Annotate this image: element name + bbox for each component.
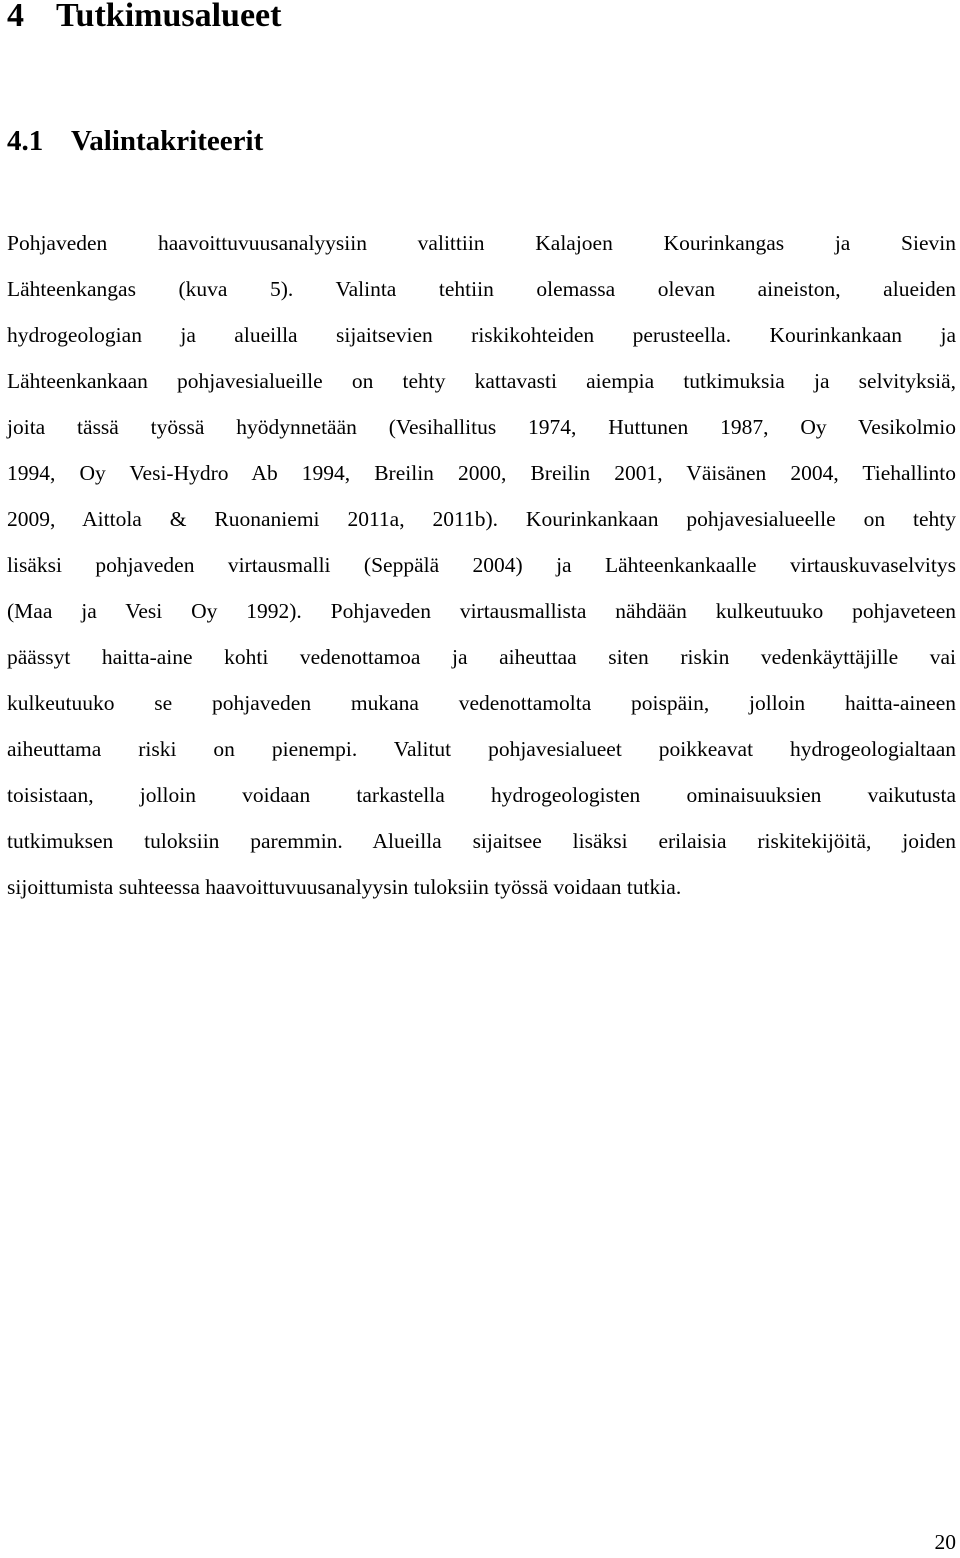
paragraph-line: lisäksi pohjaveden virtausmalli (Seppälä 2004) ja Lähteenkankaalle virtauskuvaselvitys (7, 553, 956, 577)
section-number: 4.1 (7, 125, 44, 157)
paragraph-line: joita tässä työssä hyödynnetään (Vesihallitus 1974, Huttunen 1987, Oy Vesikolmio (7, 415, 956, 439)
body-paragraph (7, 220, 956, 910)
page-number: 20 (934, 1530, 956, 1554)
paragraph-line: Lähteenkangas (kuva 5). Valinta tehtiin olemassa olevan aineiston, alueiden (7, 277, 956, 301)
paragraph-line: toisistaan, jolloin voidaan tarkastella hydrogeologisten ominaisuuksien vaikutusta (7, 783, 956, 807)
chapter-number: 4 (7, 0, 24, 34)
chapter-heading (7, 0, 281, 38)
paragraph-line: päässyt haitta-aine kohti vedenottamoa ja aiheuttaa siten riskin vedenkäyttäjille vai (7, 645, 956, 669)
paragraph-line: (Maa ja Vesi Oy 1992). Pohjaveden virtausmallista nähdään kulkeutuuko pohjaveteen (7, 599, 956, 623)
paragraph-line: sijoittumista suhteessa haavoittuvuusanalyysin tuloksiin työssä voidaan tutkia. (7, 875, 682, 899)
section-title: Valintakriteerit (71, 125, 264, 157)
paragraph-line: kulkeutuuko se pohjaveden mukana vedenottamolta poispäin, jolloin haitta-aineen (7, 691, 956, 715)
paragraph-line: Lähteenkankaan pohjavesialueille on tehty kattavasti aiempia tutkimuksia ja selvityksiä, (7, 369, 956, 393)
paragraph-line: 1994, Oy Vesi-Hydro Ab 1994, Breilin 2000, Breilin 2001, Väisänen 2004, Tiehallinto (7, 461, 956, 485)
paragraph-line: aiheuttama riski on pienempi. Valitut pohjavesialueet poikkeavat hydrogeologialtaan (7, 737, 956, 761)
chapter-title: Tutkimusalueet (56, 0, 282, 34)
paragraph-line: tutkimuksen tuloksiin paremmin. Alueilla sijaitsee lisäksi erilaisia riskitekijöitä, joiden (7, 829, 956, 853)
paragraph-line: Pohjaveden haavoittuvuusanalyysiin valittiin Kalajoen Kourinkangas ja Sievin (7, 231, 956, 255)
paragraph-line: 2009, Aittola & Ruonaniemi 2011a, 2011b). Kourinkankaan pohjavesialueelle on tehty (7, 507, 956, 531)
paragraph-line: hydrogeologian ja alueilla sijaitsevien riskikohteiden perusteella. Kourinkankaan ja (7, 323, 956, 347)
section-heading (7, 121, 263, 161)
